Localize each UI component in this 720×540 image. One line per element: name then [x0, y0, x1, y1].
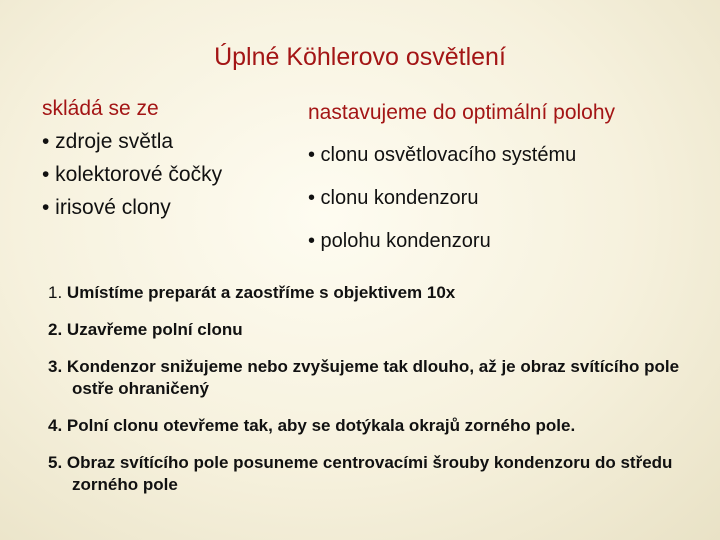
step-item — [48, 319, 688, 341]
step-text: Umístíme preparát a zaostříme s objektivem 10x — [66, 283, 456, 302]
components-heading: skládá se ze — [42, 97, 159, 120]
adjustment-item: • clonu osvětlovacího systému — [308, 144, 577, 166]
adjustment-item: • clonu kondenzoru — [308, 187, 479, 209]
adjustment-column — [308, 100, 708, 271]
step-number: 2. — [48, 320, 63, 339]
step-number: 5. — [48, 453, 63, 472]
procedure-steps — [48, 282, 688, 511]
step-number: 1. — [48, 283, 63, 302]
components-column — [42, 96, 292, 221]
step-number: 4. — [48, 416, 63, 435]
step-item — [48, 282, 688, 304]
adjustment-heading: nastavujeme do optimální polohy — [308, 101, 616, 124]
component-item: • zdroje světla — [42, 130, 174, 153]
component-item: • irisové clony — [42, 196, 171, 219]
step-text: Kondenzor snižujeme nebo zvyšujeme tak dlouho, až je obraz svítícího pole ostře ohraničený — [66, 357, 680, 398]
step-item — [48, 356, 688, 400]
step-text: Uzavřeme polní clonu — [66, 320, 243, 339]
step-item — [48, 415, 688, 437]
step-item — [48, 452, 688, 496]
step-text: Obraz svítícího pole posuneme centrovacími šrouby kondenzoru do středu zorného pole — [66, 453, 673, 494]
component-item: • kolektorové čočky — [42, 163, 223, 186]
step-number: 3. — [48, 357, 63, 376]
step-text: Polní clonu otevřeme tak, aby se dotýkala okrajů zorného pole. — [66, 416, 576, 435]
adjustment-item: • polohu kondenzoru — [308, 230, 491, 252]
slide-title: Úplné Köhlerovo osvětlení — [214, 43, 506, 71]
